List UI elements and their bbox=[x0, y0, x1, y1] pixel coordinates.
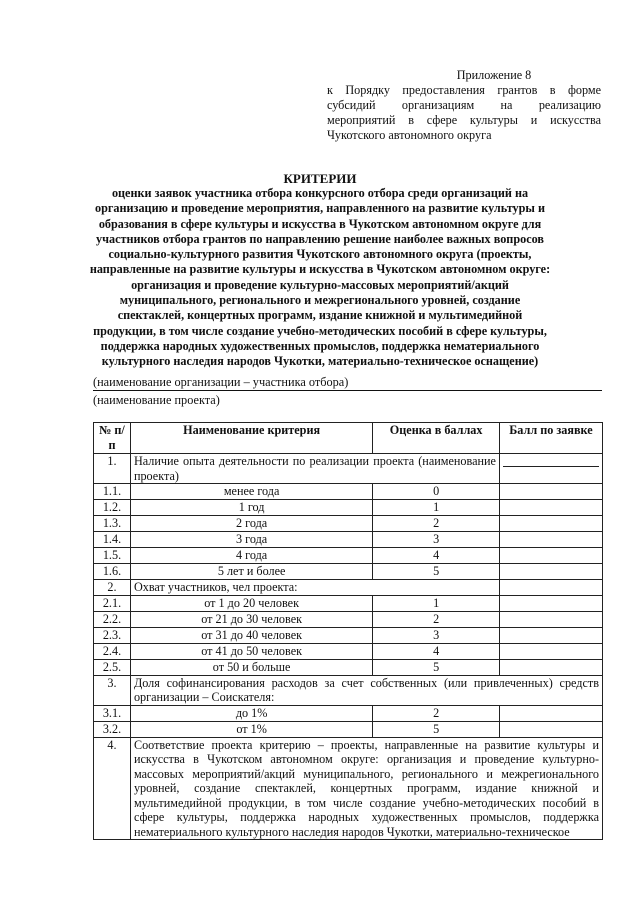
table-row bbox=[94, 705, 603, 721]
row-name: менее года bbox=[130, 484, 372, 500]
bid-cell bbox=[499, 564, 602, 580]
table-row bbox=[94, 643, 603, 659]
bid-blank-line bbox=[503, 466, 599, 467]
row-name: от 1% bbox=[130, 721, 372, 737]
table-row bbox=[94, 611, 603, 627]
table-row bbox=[94, 595, 603, 611]
section-row bbox=[94, 580, 603, 596]
section-num: 1. bbox=[94, 454, 131, 484]
header-name: Наименование критерия bbox=[130, 423, 372, 454]
bid-cell bbox=[499, 595, 602, 611]
header-num: № п/п bbox=[94, 423, 131, 454]
bid-cell bbox=[499, 500, 602, 516]
row-num: 2.4. bbox=[94, 643, 131, 659]
row-score: 1 bbox=[373, 500, 500, 516]
header-score: Оценка в баллах bbox=[373, 423, 500, 454]
section-text: Наличие опыта деятельности по реализации проекта (наименование проекта) bbox=[130, 454, 499, 484]
row-num: 1.3. bbox=[94, 516, 131, 532]
table-row bbox=[94, 721, 603, 737]
table-row bbox=[94, 627, 603, 643]
section-text: Доля софинансирования расходов за счет собственных (или привлеченных) средств организации – Соискателя: bbox=[130, 675, 602, 705]
row-num: 2.3. bbox=[94, 627, 131, 643]
bid-cell bbox=[499, 627, 602, 643]
row-name: 4 года bbox=[130, 548, 372, 564]
row-name: от 41 до 50 человек bbox=[130, 643, 372, 659]
bid-cell bbox=[499, 532, 602, 548]
row-name: от 31 до 40 человек bbox=[130, 627, 372, 643]
section-row bbox=[94, 675, 603, 705]
row-score: 2 bbox=[373, 705, 500, 721]
table-row bbox=[94, 659, 603, 675]
table-row bbox=[94, 532, 603, 548]
row-num: 3.1. bbox=[94, 705, 131, 721]
table-row bbox=[94, 484, 603, 500]
criteria-subtitle: оценки заявок участника отбора конкурсного отбора среди организаций на организацию и проведение мероприятия, направленного на развитие культуры и образования в сфере культуры и искусства в Чукотском автономном округе для участников отбора грантов по направлению решение наиболее важных вопросов социально-культурного развития Чукотского автономного округа (проекты, направленные на развитие культуры и искусства в Чукотском автономном округе: организация и проведение культурно-массовых мероприятий/акций муниципального, регионального и межрегионального уровней, создание спектаклей, концертных программ, издание книжной и мультимедийной продукции, в том числе создание учебно-методических пособий в сфере культуры, поддержка народных художественных промыслов, поддержка нематериального культурного наследия народов Чукотки, материально-техническое оснащение) bbox=[89, 186, 551, 369]
row-score: 4 bbox=[373, 643, 500, 659]
row-name: 5 лет и более bbox=[130, 564, 372, 580]
project-field: (наименование проекта) bbox=[93, 393, 220, 407]
row-name: от 1 до 20 человек bbox=[130, 595, 372, 611]
table-header-row bbox=[94, 423, 603, 454]
row-score: 5 bbox=[373, 659, 500, 675]
row-name: 2 года bbox=[130, 516, 372, 532]
row-num: 1.6. bbox=[94, 564, 131, 580]
bid-cell bbox=[499, 659, 602, 675]
table-row bbox=[94, 564, 603, 580]
row-num: 2.5. bbox=[94, 659, 131, 675]
appendix-title: Приложение 8 bbox=[456, 68, 532, 82]
table-row bbox=[94, 516, 603, 532]
bid-cell bbox=[499, 484, 602, 500]
header-bid: Балл по заявке bbox=[499, 423, 602, 454]
row-num: 3.2. bbox=[94, 721, 131, 737]
row-num: 2.1. bbox=[94, 595, 131, 611]
table-row bbox=[94, 500, 603, 516]
appendix-block bbox=[327, 68, 601, 143]
row-num: 1.5. bbox=[94, 548, 131, 564]
row-num: 1.2. bbox=[94, 500, 131, 516]
row-num: 1.1. bbox=[94, 484, 131, 500]
row-score: 2 bbox=[373, 611, 500, 627]
bid-cell bbox=[499, 580, 602, 596]
bid-cell bbox=[499, 643, 602, 659]
row-name: до 1% bbox=[130, 705, 372, 721]
appendix-text: к Порядку предоставления грантов в форме субсидий организациям на реализацию мероприятий в сфере культуры и искусства Чукотского автономного округа bbox=[327, 83, 601, 142]
row-score: 3 bbox=[373, 627, 500, 643]
row-name: от 50 и больше bbox=[130, 659, 372, 675]
row-num: 2.2. bbox=[94, 611, 131, 627]
section-text: Охват участников, чел проекта: bbox=[130, 580, 499, 596]
row-score: 2 bbox=[373, 516, 500, 532]
bid-cell bbox=[499, 705, 602, 721]
row-score: 3 bbox=[373, 532, 500, 548]
table-row bbox=[94, 548, 603, 564]
row-score: 4 bbox=[373, 548, 500, 564]
row-score: 1 bbox=[373, 595, 500, 611]
section-row bbox=[94, 454, 603, 484]
criteria-table bbox=[93, 422, 603, 840]
row-score: 5 bbox=[373, 721, 500, 737]
bid-cell bbox=[499, 548, 602, 564]
bid-cell bbox=[499, 721, 602, 737]
section-text: Соответствие проекта критерию – проекты, направленные на развитие культуры и искусства в Чукотском автономном округе: организация и проведение культурно-массовых мероприятий/акций муниципального, регионального и межрегионального уровней, создание спектаклей, концертных программ, издание книжной и мультимедийной продукции, в том числе создание учебно-методических пособий в сфере культуры, поддержка народных художественных промыслов, поддержка нематериального культурного наследия народов Чукотки, материально-техническое bbox=[130, 737, 602, 840]
row-name: 3 года bbox=[130, 532, 372, 548]
bid-cell bbox=[499, 454, 602, 484]
section-num: 2. bbox=[94, 580, 131, 596]
row-score: 5 bbox=[373, 564, 500, 580]
row-num: 1.4. bbox=[94, 532, 131, 548]
section-num: 4. bbox=[94, 737, 131, 840]
row-name: от 21 до 30 человек bbox=[130, 611, 372, 627]
row-name: 1 год bbox=[130, 500, 372, 516]
row-score: 0 bbox=[373, 484, 500, 500]
bid-cell bbox=[499, 611, 602, 627]
section-num: 3. bbox=[94, 675, 131, 705]
section-row bbox=[94, 737, 603, 840]
organization-field: (наименование организации – участника отбора) bbox=[93, 375, 602, 391]
bid-cell bbox=[499, 516, 602, 532]
criteria-title: КРИТЕРИИ bbox=[283, 171, 357, 186]
